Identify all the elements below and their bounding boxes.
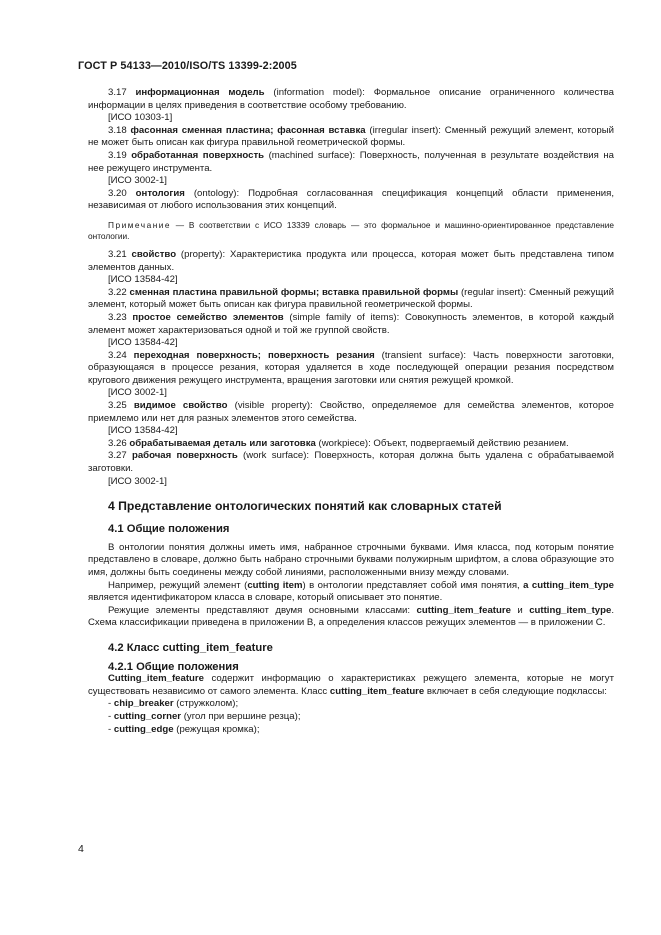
definition-3-26	[88, 438, 614, 451]
definition-reference: [ИСО 10303-1]	[108, 112, 173, 124]
paragraph-feature	[88, 673, 614, 698]
definition-3-18	[88, 125, 614, 150]
definition-term: фасонная сменная пластина; фасонная вставка	[130, 124, 366, 136]
definition-3-27	[88, 450, 614, 475]
definition-reference: [ИСО 13584-42]	[108, 425, 178, 437]
bold-term: chip_breaker	[113, 698, 174, 710]
definition-text: (workpiece): Объект, подвергаемый действию резанием.	[315, 437, 569, 449]
definition-reference: [ИСО 13584-42]	[108, 274, 178, 286]
definition-number: 3.24	[108, 349, 134, 361]
definition-text: (visible property): Свойство, определяемое для семейства элементов, которое приемлемо или нет для разных элементов этого семейства.	[88, 400, 614, 424]
subclass-list	[88, 698, 614, 736]
definition-text: (property): Характеристика продукта или процесса, которая может быть представлена типом элементов данных.	[88, 248, 614, 273]
definition-term: свойство	[131, 248, 177, 260]
bold-term: cutting_item_feature	[329, 685, 425, 697]
definition-number: 3.21	[108, 248, 132, 260]
definition-reference: [ИСО 3002-1]	[108, 175, 167, 187]
list-item	[88, 724, 614, 737]
definition-term: онтология	[135, 187, 185, 199]
text-run: содержит информацию о характеристиках режущего элемента, которые не могут существовать независимо от самого элемента. Класс	[88, 673, 614, 697]
definition-3-17	[88, 87, 614, 112]
definition-text: (ontology): Подробная согласованная спецификация концепций области применения, независимая от любого использования этих концепций.	[88, 187, 615, 212]
definition-3-20	[88, 188, 614, 213]
bold-term: cutting_item_type	[529, 604, 612, 616]
definition-term: простое семейство элементов	[132, 311, 284, 323]
text-run: (стружколом);	[173, 698, 239, 710]
definition-text: (irregular insert): Сменный режущий элемент, который не может быть описан как фигура правильной геометрической формы.	[88, 124, 614, 149]
text-run: . Схема классификации приведена в приложении В, а определения классов режущих элементов — в приложении С.	[88, 604, 614, 629]
definition-3-21	[88, 249, 614, 274]
section-4-1-heading: 4.1 Общие положения	[108, 523, 230, 536]
note-text: — В соответствии с ИСО 13339 словарь — это формальное и машинно-ориентированное представление онтологии.	[88, 219, 614, 241]
section-4-heading: 4 Представление онтологических понятий как словарных статей	[108, 499, 502, 514]
text-run: (режущая кромка);	[173, 723, 260, 735]
list-dash: -	[108, 698, 114, 710]
definition-number: 3.18	[108, 124, 131, 136]
definition-term: видимое свойство	[133, 400, 228, 412]
bold-term: cutting_edge	[113, 723, 174, 735]
definition-term: рабочая поверхность	[131, 450, 238, 462]
paragraph-example	[88, 580, 614, 605]
note-label: Примечание	[108, 219, 172, 230]
definition-text: (regular insert): Сменный режущий элемент, который может быть описан как фигура правильной геометрической формы.	[88, 286, 614, 311]
definition-3-25	[88, 400, 614, 425]
definition-number: 3.26	[108, 437, 130, 449]
list-item	[88, 698, 614, 711]
definition-3-23	[88, 312, 614, 337]
definition-reference: [ИСО 3002-1]	[108, 387, 167, 399]
page-number: 4	[78, 843, 84, 855]
definition-term: обрабатываемая деталь или заготовка	[129, 437, 316, 449]
list-dash: -	[108, 723, 114, 735]
definition-term: переходная поверхность; поверхность резания	[133, 349, 375, 361]
text-run: (угол при вершине резца);	[181, 710, 301, 722]
bold-term: cutting_item_feature	[416, 604, 511, 616]
text-run: ) в онтологии представляет собой имя понятия,	[302, 579, 524, 591]
definition-3-19	[88, 150, 614, 175]
text-run: является идентификатором класса в словаре, который описывает это понятие.	[88, 592, 443, 604]
note-paragraph	[88, 220, 614, 242]
section-4-2-1-heading: 4.2.1 Общие положения	[108, 660, 239, 673]
definition-text: (transient surface): Часть поверхности заготовки, образующаяся в процессе резания, которая удаляется в ходе последующей операции резания посредством кругового движения режущего инструмента, вращения заготовки или снятия режущей кромкой.	[88, 349, 614, 386]
definition-text: (simple family of items): Совокупность элементов, в которой каждый элемент может характеризоваться одной и той же группой свойств.	[88, 311, 614, 336]
definition-text: (information model): Формальное описание ограниченного количества информации в целях приведения в соответствие особому требованию.	[88, 87, 614, 111]
bold-term: cutting_corner	[113, 710, 182, 722]
definition-number: 3.25	[108, 400, 134, 412]
text-run: Режущие элементы представляют двумя основными классами:	[108, 604, 417, 616]
definition-text: (machined surface): Поверхность, полученная в результате воздействия на нее режущего инструмента.	[88, 149, 614, 174]
definition-term: информационная модель	[135, 87, 265, 98]
definition-3-24	[88, 350, 614, 388]
document-header: ГОСТ Р 54133—2010/ISO/TS 13399-2:2005	[78, 60, 297, 72]
definition-number: 3.27	[108, 450, 132, 462]
definition-number: 3.19	[108, 149, 132, 161]
definition-term: сменная пластина правильной формы; вставка правильной формы	[129, 286, 459, 298]
definition-3-22	[88, 287, 614, 312]
section-4-2-heading: 4.2 Класс cutting_item_feature	[108, 641, 273, 654]
definition-reference: [ИСО 3002-1]	[108, 475, 167, 487]
bold-term: a cutting_item_type	[523, 579, 614, 591]
definition-number: 3.23	[108, 311, 133, 323]
text-run: и	[510, 604, 530, 616]
list-item	[88, 711, 614, 724]
definition-number: 3.20	[108, 187, 136, 199]
paragraph-naming: В онтологии понятия должны иметь имя, набранное строчными буквами. Имя класса, под которым понятие представлено в словаре, должно быть набрано строчными буквами полужирным шрифтом, а слова образующие это имя, должны быть соединены между собой линиями, расположенными внизу между словами.	[88, 541, 614, 578]
definition-number: 3.22	[108, 286, 130, 298]
definition-number: 3.17	[108, 87, 136, 98]
text-run: включает в себя следующие подклассы:	[424, 685, 607, 697]
text-run: Например, режущий элемент (	[108, 579, 248, 591]
bold-term: cutting item	[247, 579, 303, 591]
definition-reference: [ИСО 13584-42]	[108, 337, 178, 349]
definition-term: обработанная поверхность	[131, 149, 265, 161]
page-content	[88, 87, 614, 736]
list-dash: -	[108, 710, 114, 722]
bold-term: Cutting_item_feature	[108, 673, 204, 685]
definition-text: (work surface): Поверхность, которая должна быть удалена с обрабатываемой заготовки.	[88, 450, 615, 475]
paragraph-classes	[88, 605, 614, 630]
